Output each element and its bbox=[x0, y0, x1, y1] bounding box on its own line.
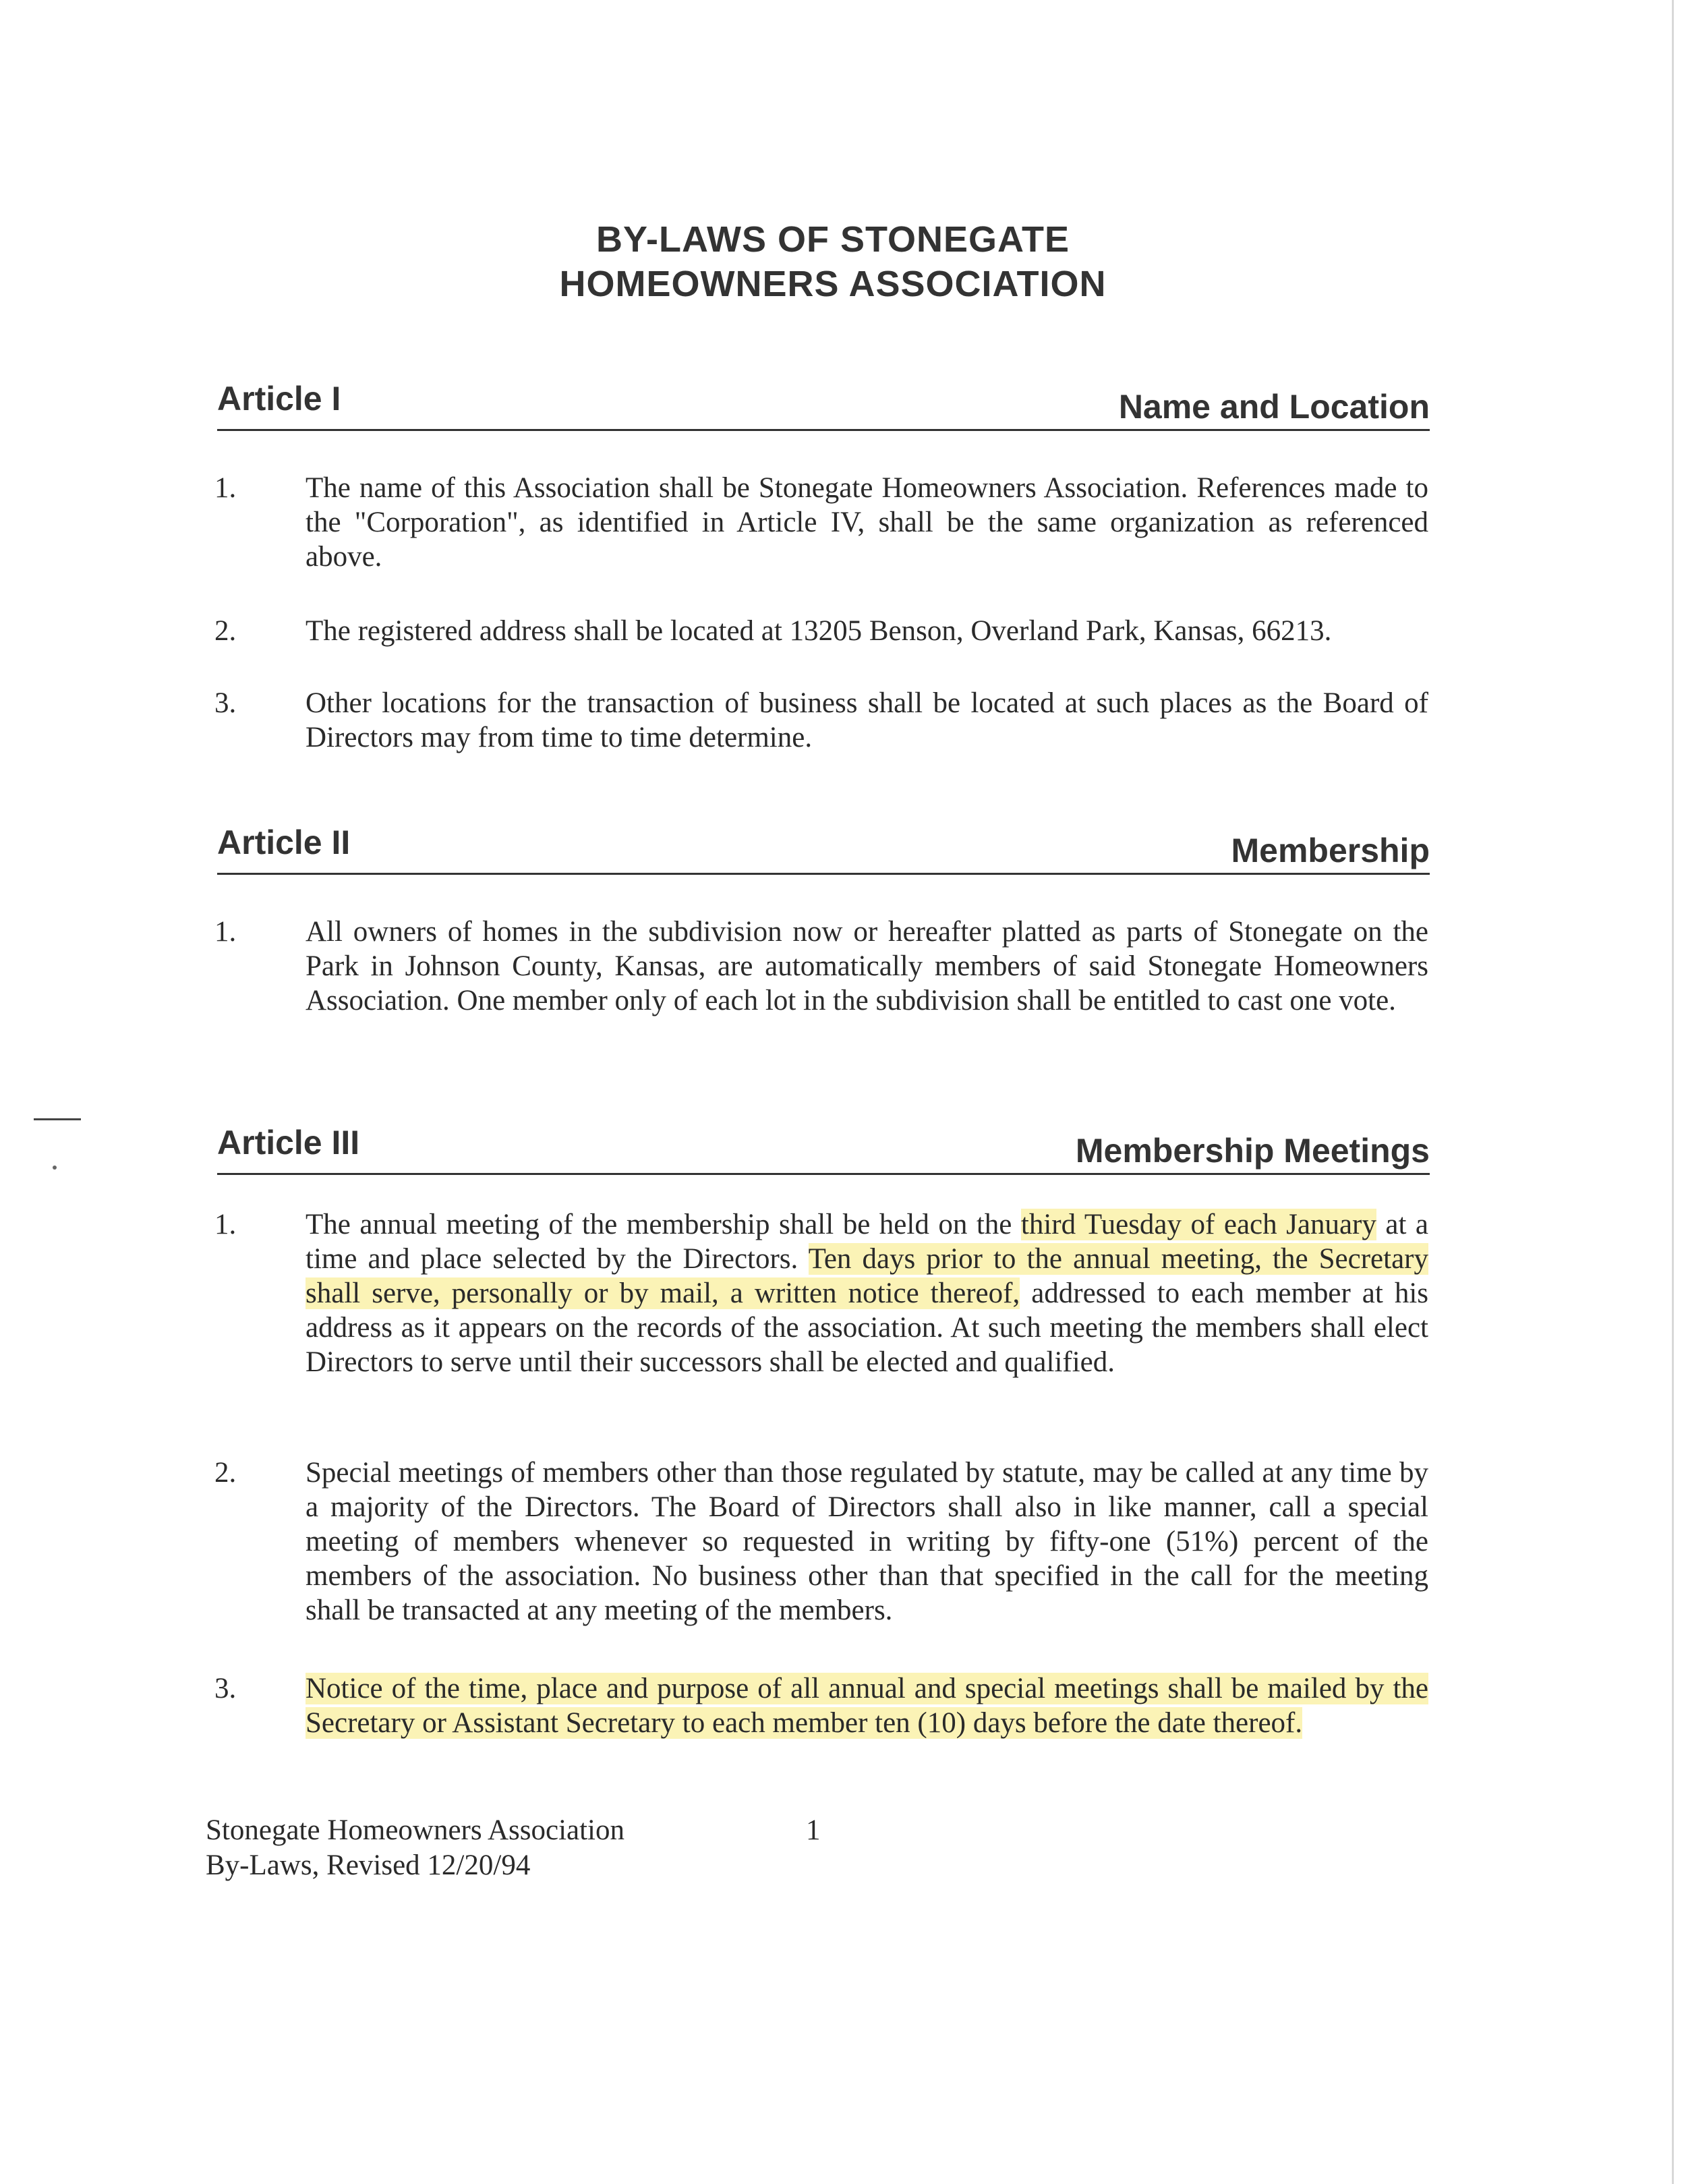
item-number: 3. bbox=[214, 1673, 237, 1704]
article-3-item-3 bbox=[214, 1671, 1428, 1740]
article-1-item-2 bbox=[214, 614, 1428, 648]
item-number: 1. bbox=[214, 916, 237, 948]
document-title bbox=[0, 217, 1666, 306]
article-1-number: Article I bbox=[217, 380, 341, 418]
highlighted-text: Ten days prior to the annual meeting, the Secretary shall serve, personally or by mail, a written notice thereof, bbox=[306, 1243, 1428, 1309]
article-1-heading bbox=[217, 379, 1430, 431]
highlighted-text: third Tuesday of each January bbox=[1020, 1209, 1376, 1240]
article-1-item-1 bbox=[214, 471, 1428, 574]
item-number: 1. bbox=[214, 472, 237, 504]
article-3-item-1 bbox=[214, 1207, 1428, 1379]
item-number: 2. bbox=[214, 615, 237, 647]
article-1-name: Name and Location bbox=[1118, 388, 1430, 426]
item-text: The name of this Association shall be Stonegate Homeowners Association. References made to the "Corporation", as identified in Article IV, shall be the same organization as referenced above. bbox=[306, 472, 1428, 573]
item-number: 1. bbox=[214, 1209, 237, 1240]
item-text: All owners of homes in the subdivision now or hereafter platted as parts of Stonegate on the Park in Johnson County, Kansas, are automatically members of said Stonegate Homeowners Association. One member only of each lot in the subdivision shall be entitled to cast one vote. bbox=[306, 916, 1428, 1016]
article-2-item-1 bbox=[214, 915, 1428, 1018]
article-3-heading bbox=[217, 1123, 1430, 1175]
footer-revision: By-Laws, Revised 12/20/94 bbox=[206, 1849, 531, 1881]
item-text bbox=[306, 1207, 1428, 1379]
footer-org: Stonegate Homeowners Association bbox=[206, 1814, 625, 1846]
article-3-name: Membership Meetings bbox=[1075, 1132, 1430, 1170]
article-3-number: Article III bbox=[217, 1124, 360, 1161]
article-3-item-2 bbox=[214, 1456, 1428, 1628]
highlighted-text: Notice of the time, place and purpose of all annual and special meetings shall be mailed by the Secretary or Assistant Secretary to each member ten (10) days before the date thereof. bbox=[306, 1673, 1428, 1739]
article-1-item-3 bbox=[214, 686, 1428, 755]
item-text-part: addressed to each member at his address as it appears on the records of the association. At such meeting the members shall elect Directors to serve until their successors shall be elected and qualified. bbox=[306, 1277, 1429, 1378]
article-2-name: Membership bbox=[1231, 832, 1430, 869]
item-text: Special meetings of members other than those regulated by statute, may be called at any time by a majority of the Directors. The Board of Directors shall also in like manner, call a special meeting of members whenever so requested in writing by fifty-one (51%) percent of the members of the association. No business other than that specified in the call for the meeting shall be transacted at any meeting of the members. bbox=[306, 1457, 1428, 1626]
page-number: 1 bbox=[806, 1814, 821, 1846]
page-edge bbox=[1672, 0, 1674, 2184]
item-text-part: at a time and place selected by the Directors. bbox=[306, 1209, 1429, 1275]
item-text-part: The annual meeting of the membership shall be held on the bbox=[306, 1209, 1021, 1240]
margin-mark bbox=[34, 1118, 81, 1120]
article-2-heading bbox=[217, 823, 1430, 875]
item-number: 3. bbox=[214, 687, 237, 719]
article-2-number: Article II bbox=[217, 824, 351, 861]
item-text: The registered address shall be located at 13205 Benson, Overland Park, Kansas, 66213. bbox=[306, 615, 1332, 647]
title-line-2: HOMEOWNERS ASSOCIATION bbox=[559, 264, 1107, 304]
item-number: 2. bbox=[214, 1457, 237, 1489]
margin-dot bbox=[53, 1166, 57, 1170]
footer-left bbox=[206, 1813, 624, 1883]
item-text bbox=[306, 1671, 1428, 1740]
title-line-1: BY-LAWS OF STONEGATE bbox=[595, 219, 1070, 260]
item-text: Other locations for the transaction of business shall be located at such places as the Board of Directors may from time to time determine. bbox=[306, 687, 1428, 753]
